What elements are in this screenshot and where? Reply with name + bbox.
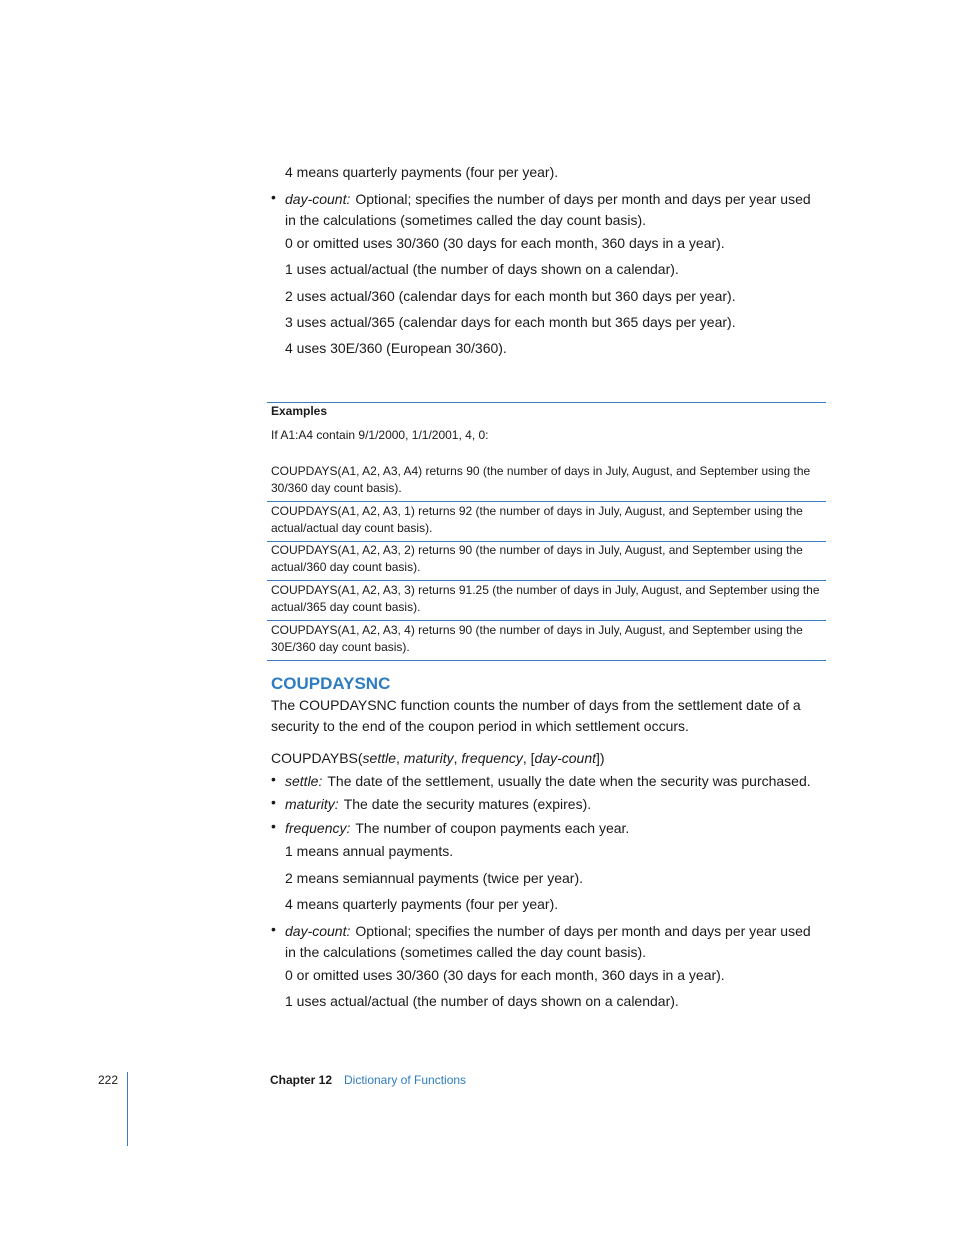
daycount-text-line1: Optional; specifies the number of days per month and days per year used (355, 191, 811, 207)
basis-option-4: 4 uses 30E/360 (European 30/360). (285, 340, 507, 356)
chapter-label: Chapter 12 (270, 1073, 333, 1087)
maturity-label: maturity: (285, 796, 339, 812)
daycount-description (285, 189, 811, 210)
syntax-punct: , [ (522, 750, 535, 766)
syntax-punct: ]) (596, 750, 605, 766)
settle-label: settle: (285, 773, 323, 789)
examples-row-rule (267, 620, 826, 621)
syntax-arg-settle: settle (362, 750, 397, 766)
examples-heading: Examples (271, 404, 328, 418)
daycount-description (285, 921, 811, 942)
examples-bottom-rule (267, 660, 826, 661)
example-row: COUPDAYS(A1, A2, A3, A4) returns 90 (the number of days in July, August, and September using the 30/360 day count basis). (271, 464, 811, 495)
maturity-description (285, 794, 591, 815)
syntax-function-name: COUPDAYBS (271, 750, 358, 766)
example-row: COUPDAYS(A1, A2, A3, 2) returns 90 (the number of days in July, August, and September using the actual/360 day count basis). (271, 543, 803, 574)
frequency-text: The number of coupon payments each year. (355, 820, 630, 836)
settle-text: The date of the settlement, usually the date when the security was purchased. (327, 773, 811, 789)
bullet: • (271, 794, 276, 810)
syntax-arg-maturity: maturity (403, 750, 454, 766)
syntax-punct: , (453, 750, 462, 766)
basis-option-3: 3 uses actual/365 (calendar days for each month but 365 days per year). (285, 314, 736, 330)
footer-divider (127, 1072, 128, 1146)
basis-option-0: 0 or omitted uses 30/360 (30 days for each month, 360 days in a year). (285, 967, 725, 983)
example-row: COUPDAYS(A1, A2, A3, 4) returns 90 (the number of days in July, August, and September using the 30E/360 day count basis). (271, 623, 803, 654)
maturity-text: The date the security matures (expires). (343, 796, 592, 812)
frequency-option-4: 4 means quarterly payments (four per year). (285, 896, 559, 912)
example-row: COUPDAYS(A1, A2, A3, 3) returns 91.25 (the number of days in July, August, and September using the actual/365 day count basis). (271, 583, 820, 614)
basis-option-0: 0 or omitted uses 30/360 (30 days for each month, 360 days in a year). (285, 235, 725, 251)
chapter-title: Dictionary of Functions (344, 1073, 467, 1087)
basis-option-2: 2 uses actual/360 (calendar days for each month but 360 days per year). (285, 288, 736, 304)
page-number: 222 (98, 1073, 119, 1087)
basis-option-1: 1 uses actual/actual (the number of days shown on a calendar). (285, 261, 679, 277)
syntax-arg-frequency: frequency (461, 750, 523, 766)
daycount-text-line2: in the calculations (sometimes called the day count basis). (285, 944, 647, 960)
bullet: • (271, 771, 276, 787)
frequency-description (285, 818, 629, 839)
frequency-option-2: 2 means semiannual payments (twice per year). (285, 870, 584, 886)
function-syntax (271, 748, 605, 769)
settle-description (285, 771, 811, 792)
syntax-punct: , (396, 750, 404, 766)
section-heading: COUPDAYSNC (271, 674, 391, 693)
section-description-line2: security to the end of the coupon period in which settlement occurs. (271, 718, 689, 734)
bullet: • (271, 189, 276, 205)
basis-option-1: 1 uses actual/actual (the number of days shown on a calendar). (285, 993, 679, 1009)
bullet: • (271, 921, 276, 937)
examples-intro: If A1:A4 contain 9/1/2000, 1/1/2001, 4, 0: (271, 428, 489, 442)
example-row: COUPDAYS(A1, A2, A3, 1) returns 92 (the number of days in July, August, and September using the actual/actual day count basis). (271, 504, 803, 535)
examples-top-rule (267, 402, 826, 403)
examples-row-rule (267, 580, 826, 581)
daycount-label: day-count: (285, 191, 351, 207)
frequency-option-4: 4 means quarterly payments (four per year). (285, 164, 559, 180)
section-description-line1: The COUPDAYSNC function counts the number of days from the settlement date of a (271, 697, 801, 713)
syntax-arg-daycount: day-count (534, 750, 597, 766)
daycount-text-line2: in the calculations (sometimes called the day count basis). (285, 212, 647, 228)
syntax-punct: ( (357, 750, 363, 766)
frequency-label: frequency: (285, 820, 351, 836)
daycount-label: day-count: (285, 923, 351, 939)
daycount-text-line1: Optional; specifies the number of days per month and days per year used (355, 923, 811, 939)
frequency-option-1: 1 means annual payments. (285, 843, 454, 859)
bullet: • (271, 818, 276, 834)
examples-row-rule (267, 501, 826, 502)
